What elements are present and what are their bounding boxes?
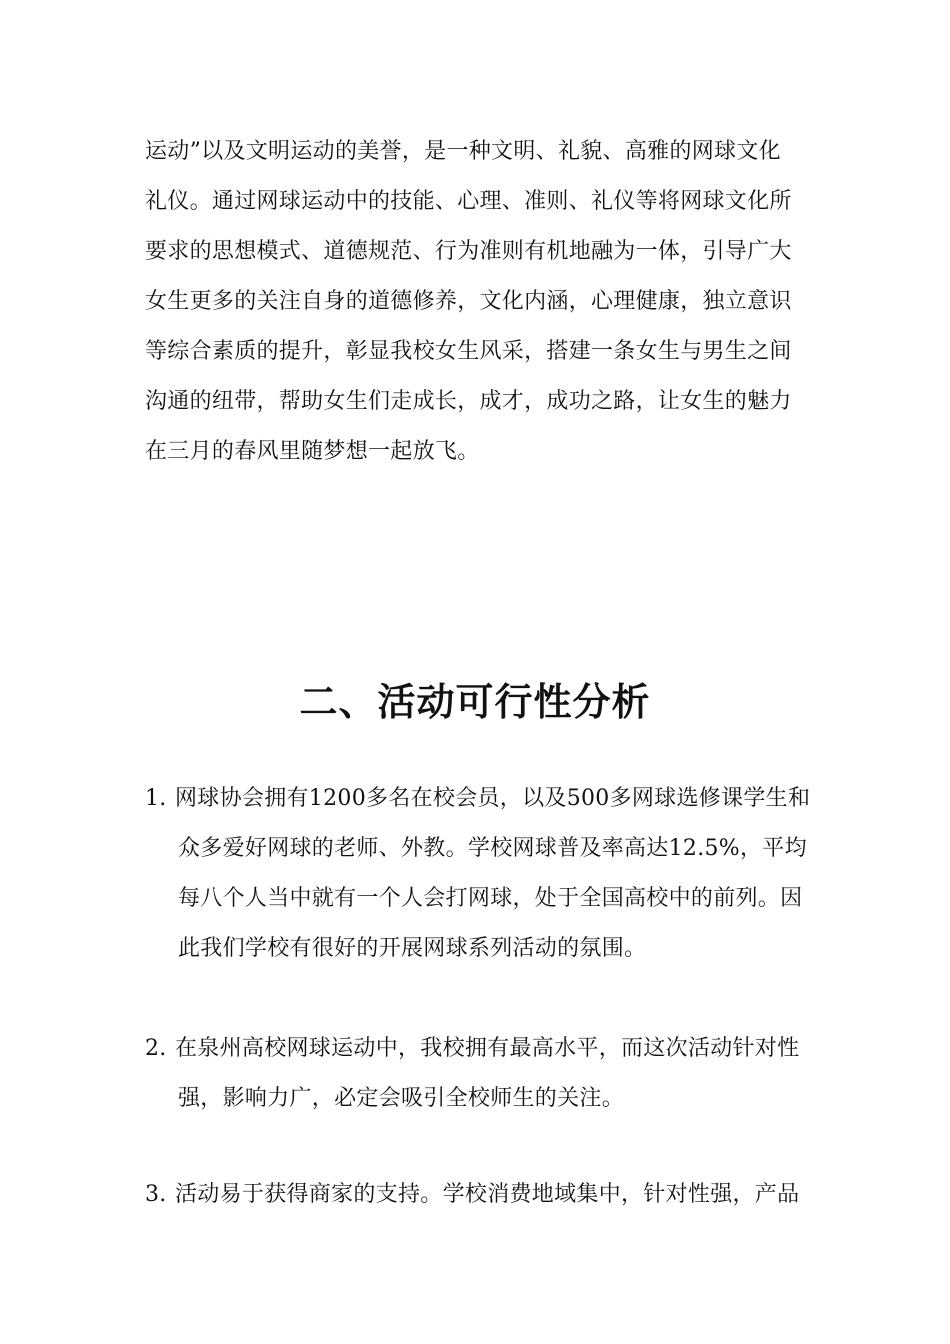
paragraph-line: 在三月的春风里随梦想一起放飞。 bbox=[145, 439, 480, 464]
list-item-first-line bbox=[145, 1024, 810, 1074]
list-item-text: 网球协会拥有1200多名在校会员，以及500多网球选修课学生和 bbox=[175, 786, 811, 811]
paragraph-line: 等综合素质的提升，彰显我校女生风采，搭建一条女生与男生之间 bbox=[145, 339, 792, 364]
paragraph-line: 女生更多的关注自身的道德修养，文化内涵，心理健康，独立意识 bbox=[145, 289, 792, 314]
list-item-number: 1. bbox=[145, 786, 167, 811]
list-item-number: 2. bbox=[145, 1036, 167, 1061]
list-item-first-line bbox=[145, 1170, 810, 1220]
list-item bbox=[145, 774, 810, 974]
list-item-continuation: 每八个人当中就有一个人会打网球，处于全国高校中的前列。因 bbox=[178, 886, 803, 911]
list-item bbox=[145, 1170, 810, 1220]
list-item-continuation: 众多爱好网球的老师、外教。学校网球普及率高达12.5%，平均 bbox=[178, 836, 807, 861]
paragraph-line: 礼仪。通过网球运动中的技能、心理、准则、礼仪等将网球文化所 bbox=[145, 189, 792, 214]
list-item-first-line bbox=[145, 774, 810, 824]
intro-paragraph bbox=[145, 127, 805, 477]
list-item-continuation: 此我们学校有很好的开展网球系列活动的氛围。 bbox=[178, 936, 647, 961]
section-heading: 二、活动可行性分析 bbox=[299, 680, 651, 724]
list-item bbox=[145, 1024, 810, 1124]
paragraph-line: 要求的思想模式、道德规范、行为准则有机地融为一体，引导广大 bbox=[145, 239, 792, 264]
paragraph-line: 运动”以及文明运动的美誉，是一种文明、礼貌、高雅的网球文化 bbox=[145, 139, 781, 164]
list-item-continuation: 强，影响力广，必定会吸引全校师生的关注。 bbox=[178, 1086, 625, 1111]
paragraph-line: 沟通的纽带，帮助女生们走成长，成才，成功之路，让女生的魅力 bbox=[145, 389, 792, 414]
list-item-text: 活动易于获得商家的支持。学校消费地域集中，针对性强，产品 bbox=[175, 1182, 800, 1207]
list-item-text: 在泉州高校网球运动中，我校拥有最高水平，而这次活动针对性 bbox=[175, 1036, 800, 1061]
list-item-number: 3. bbox=[145, 1182, 167, 1207]
